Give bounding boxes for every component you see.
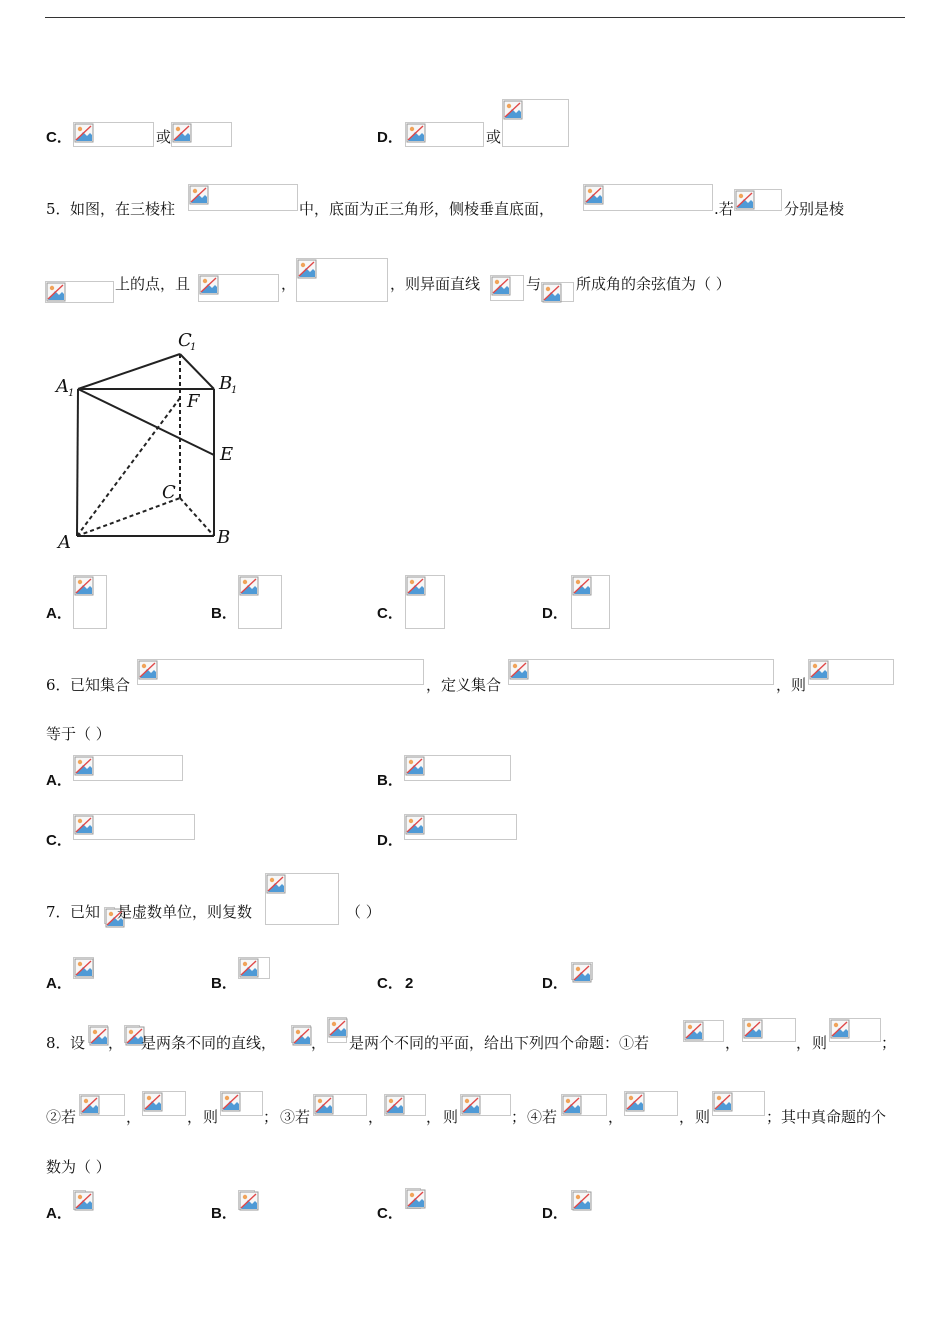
q5-line-1-image [490, 275, 524, 301]
q8-prop2-concl-image [220, 1091, 263, 1116]
broken-image-icon [735, 190, 755, 210]
q5-condition-image [583, 184, 713, 211]
label-a1-sub: 1 [68, 388, 75, 399]
q5-text-2d: 与 [526, 275, 542, 293]
q7-option-b-label: B． [211, 975, 237, 992]
q8-comma-8: ， [426, 1108, 442, 1126]
q5-ratio-image-2 [296, 258, 388, 302]
broken-image-icon [74, 815, 94, 835]
q5-text-2c: ，则异面直线 [390, 275, 481, 293]
broken-image-icon [74, 756, 94, 776]
q4-option-c-image-1 [73, 122, 154, 147]
q8-text-1b: 是两条不同的直线， [141, 1034, 277, 1052]
edge-cb [180, 498, 214, 536]
prism-figure [44, 322, 254, 554]
q6-text-2: 等于（ ） [46, 725, 111, 743]
q4-option-c-image-2 [171, 122, 232, 147]
q8-text-1c: 是两个不同的平面，给出下列四个命题：①若 [349, 1034, 650, 1052]
q8-semi-3: ； [511, 1108, 527, 1126]
q5-text-1c: .若 [714, 200, 734, 218]
q6-text-1c: ，则 [776, 676, 807, 694]
q8-semi-2: ； [263, 1108, 279, 1126]
broken-image-icon [509, 660, 529, 680]
q6-set-def-image [508, 659, 774, 685]
broken-image-icon [572, 1191, 592, 1211]
q7-option-c-label: C． [377, 975, 403, 992]
q8-text-2c: ④若 [527, 1108, 558, 1126]
q8-prop3-concl-image [460, 1094, 511, 1116]
q6-option-b-image [404, 755, 511, 781]
q8-semi-1: ； [881, 1034, 897, 1052]
q8-option-c-image [405, 1188, 421, 1209]
q8-comma-1: ， [108, 1034, 124, 1052]
q5-prism-formula-image [188, 184, 298, 211]
q7-option-a-label: A． [46, 975, 72, 992]
broken-image-icon [46, 282, 66, 302]
q5-option-b-label: B． [211, 605, 237, 622]
q5-text-1d: 分别是棱 [784, 200, 845, 218]
q8-plane-beta-image [327, 1017, 347, 1043]
q4-option-d-image-2 [502, 99, 569, 147]
broken-image-icon [405, 756, 425, 776]
q8-prop3-cond2-image [384, 1094, 426, 1116]
q7-option-d-image [571, 962, 593, 980]
q8-prop1-cond1-image [683, 1020, 724, 1042]
q7-complex-image [265, 873, 339, 925]
edge-a1c1 [78, 354, 180, 389]
q7-option-c-value: 2 [405, 975, 414, 992]
q5-number: 5． [46, 200, 71, 218]
label-c: C [162, 482, 176, 503]
q8-prop4-concl-image [712, 1091, 765, 1116]
q8-comma-7: ， [368, 1108, 384, 1126]
broken-image-icon [405, 815, 425, 835]
q5-text-1b: 中，底面为正三角形，侧棱垂直底面， [299, 200, 555, 218]
q8-option-b-label: B． [211, 1205, 237, 1222]
q5-text-1a: 如图，在三棱柱 [70, 200, 176, 218]
broken-image-icon [74, 1191, 94, 1211]
broken-image-icon [572, 576, 592, 596]
label-c1: C [178, 330, 192, 351]
q6-option-d-label: D． [377, 832, 403, 849]
q8-prop1-concl-image [829, 1018, 881, 1042]
q6-text-1b: ，定义集合 [426, 676, 502, 694]
edge-c1b1 [180, 354, 214, 389]
broken-image-icon [406, 1189, 426, 1209]
broken-image-icon [314, 1095, 334, 1115]
broken-image-icon [385, 1095, 405, 1115]
q7-number: 7． [46, 903, 71, 921]
edge-aa1 [77, 389, 78, 536]
broken-image-icon [406, 123, 426, 143]
q5-option-a-label: A． [46, 605, 72, 622]
q8-option-d-image [571, 1190, 587, 1210]
q5-edges-image [45, 281, 114, 303]
q8-option-b-image [238, 1190, 255, 1210]
label-a1: A [56, 376, 69, 397]
q8-text-1a: 设 [70, 1034, 86, 1052]
q6-option-d-image [404, 814, 517, 840]
q8-prop2-cond2-image [142, 1091, 186, 1116]
q8-text-2b: ③若 [280, 1108, 311, 1126]
q8-plane-alpha-image [291, 1025, 311, 1043]
q8-then-4: 则 [695, 1108, 711, 1126]
broken-image-icon [143, 1092, 163, 1112]
q8-then-2: 则 [203, 1108, 219, 1126]
broken-image-icon [80, 1095, 100, 1115]
broken-image-icon [809, 660, 829, 680]
segment-af [77, 398, 180, 536]
broken-image-icon [743, 1019, 763, 1039]
q7-text-b: 是虚数单位，则复数 [117, 903, 253, 921]
q4-option-c-or: 或 [156, 128, 172, 146]
q8-comma-9: ， [608, 1108, 624, 1126]
broken-image-icon [461, 1095, 481, 1115]
q5-line-2-image [541, 282, 574, 302]
q8-then-3: 则 [443, 1108, 459, 1126]
broken-image-icon [266, 874, 286, 894]
broken-image-icon [572, 963, 592, 983]
q8-text-3: 数为（ ） [46, 1158, 111, 1176]
q5-text-2a: 上的点，且 [115, 275, 191, 293]
q7-option-d-label: D． [542, 975, 568, 992]
q6-option-b-label: B． [377, 772, 403, 789]
q6-set-a-image [137, 659, 424, 685]
edge-ac [77, 498, 180, 536]
label-e: E [220, 444, 234, 465]
q7-text-c: （ ） [346, 903, 381, 921]
q8-option-a-label: A． [46, 1205, 72, 1222]
broken-image-icon [503, 100, 523, 120]
q8-prop1-cond2-image [742, 1018, 796, 1042]
q6-option-a-label: A． [46, 772, 72, 789]
label-a: A [58, 532, 71, 553]
q4-option-d-label: D． [377, 129, 403, 146]
broken-image-icon [239, 1191, 259, 1211]
q8-prop4-cond1-image [561, 1094, 607, 1116]
q8-comma-5: ， [126, 1108, 142, 1126]
broken-image-icon [584, 185, 604, 205]
q6-number: 6． [46, 676, 71, 694]
q8-line-n-image [124, 1025, 140, 1043]
q5-option-a-image [73, 575, 107, 629]
q8-prop4-cond2-image [624, 1091, 678, 1116]
q8-text-2d: ；其中真命题的个 [766, 1108, 887, 1126]
broken-image-icon [189, 185, 209, 205]
q8-text-2a: ②若 [46, 1108, 77, 1126]
q6-option-c-image [73, 814, 195, 840]
q6-option-a-image [73, 755, 183, 781]
broken-image-icon [138, 660, 158, 680]
broken-image-icon [74, 576, 94, 596]
q8-comma-10: ， [679, 1108, 695, 1126]
q5-points-image [734, 189, 782, 211]
q5-option-b-image [238, 575, 282, 629]
q8-comma-2: ， [311, 1034, 327, 1052]
broken-image-icon [542, 283, 562, 303]
q8-option-d-label: D． [542, 1205, 568, 1222]
q7-i-image [104, 907, 115, 924]
broken-image-icon [74, 958, 94, 978]
broken-image-icon [830, 1019, 850, 1039]
broken-image-icon [221, 1092, 241, 1112]
broken-image-icon [684, 1021, 704, 1041]
q6-option-c-label: C． [46, 832, 72, 849]
broken-image-icon [491, 276, 511, 296]
q5-option-d-label: D． [542, 605, 568, 622]
q5-ratio-image-1 [198, 274, 279, 302]
q8-comma-3: ， [725, 1034, 741, 1052]
q6-text-1a: 已知集合 [70, 676, 131, 694]
q8-option-a-image [73, 1190, 86, 1210]
broken-image-icon [172, 123, 192, 143]
q8-prop3-cond1-image [313, 1094, 367, 1116]
broken-image-icon [297, 259, 317, 279]
q4-option-d-or: 或 [486, 128, 502, 146]
broken-image-icon [89, 1026, 109, 1046]
broken-image-icon [625, 1092, 645, 1112]
q6-expression-image [808, 659, 894, 685]
q8-option-c-label: C． [377, 1205, 403, 1222]
label-c1-sub: 1 [190, 342, 197, 353]
q8-comma-4: ， [796, 1034, 812, 1052]
q5-option-c-label: C． [377, 605, 403, 622]
q5-option-d-image [571, 575, 610, 629]
label-f: F [187, 391, 200, 412]
broken-image-icon [406, 576, 426, 596]
q7-option-b-image [238, 957, 270, 979]
q8-number: 8． [46, 1034, 71, 1052]
label-b: B [217, 527, 231, 548]
q7-text-a: 已知 [70, 903, 101, 921]
q8-line-m-image [88, 1025, 108, 1043]
broken-image-icon [74, 123, 94, 143]
q8-comma-6: ， [187, 1108, 203, 1126]
q4-option-c-label: C． [46, 129, 72, 146]
q5-option-c-image [405, 575, 445, 629]
broken-image-icon [713, 1092, 733, 1112]
broken-image-icon [239, 576, 259, 596]
q5-text-2b: ， [281, 275, 297, 293]
broken-image-icon [199, 275, 219, 295]
q8-prop2-cond1-image [79, 1094, 125, 1116]
label-b1: B [219, 373, 233, 394]
q7-option-a-image [73, 957, 94, 979]
broken-image-icon [292, 1026, 312, 1046]
label-b1-sub: 1 [231, 385, 238, 396]
q4-option-d-image-1 [405, 122, 484, 147]
q8-then-1: 则 [812, 1034, 828, 1052]
broken-image-icon [328, 1018, 348, 1038]
q5-text-2e: 所成角的余弦值为（ ） [576, 275, 731, 293]
broken-image-icon [239, 958, 259, 978]
header-rule [45, 17, 905, 18]
broken-image-icon [562, 1095, 582, 1115]
